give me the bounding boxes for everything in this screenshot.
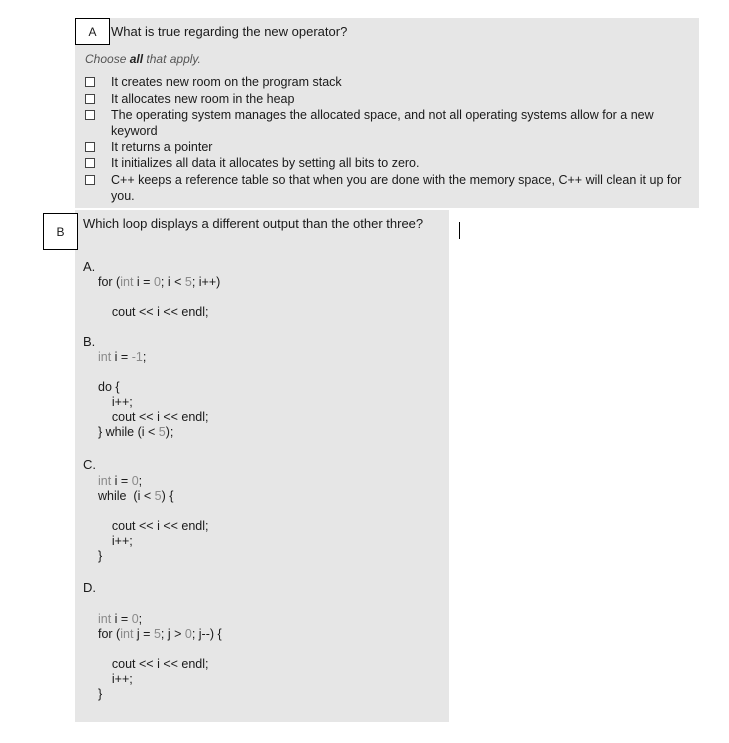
option-2-label: It allocates new room in the heap: [111, 92, 295, 106]
choice-c-code: int i = 0; while (i < 5) { cout << i << endl; i++; }: [98, 474, 209, 563]
option-5-label: It initializes all data it allocates by setting all bits to zero.: [111, 156, 420, 170]
question-b-text: Which loop displays a different output than the other three?: [83, 216, 424, 231]
option-1-label: It creates new room on the program stack: [111, 75, 342, 89]
option-4-checkbox[interactable]: [85, 142, 95, 152]
option-6-label: C++ keeps a reference table so that when you are done with the memory space, C++ will clean it up for you.: [111, 173, 682, 203]
choice-a-letter: A.: [83, 259, 96, 274]
choice-a-code: for (int i = 0; i < 5; i++) cout << i << endl;: [98, 275, 221, 319]
question-a-label: A: [75, 18, 110, 45]
option-3-checkbox[interactable]: [85, 110, 95, 120]
choice-d-code: int i = 0; for (int j = 5; j > 0; j--) { cout << i << endl; i++; }: [98, 612, 222, 701]
question-b-label: B: [43, 213, 78, 250]
option-6-checkbox[interactable]: [85, 175, 95, 185]
text-cursor: [459, 222, 460, 239]
option-5-checkbox[interactable]: [85, 158, 95, 168]
choice-d-letter: D.: [83, 580, 96, 595]
question-a-text: What is true regarding the new operator?: [111, 24, 348, 39]
option-2-checkbox[interactable]: [85, 94, 95, 104]
option-4-label: It returns a pointer: [111, 140, 213, 154]
choice-c-letter: C.: [83, 457, 96, 472]
choice-b-letter: B.: [83, 334, 96, 349]
choice-b-code: int i = -1; do { i++; cout << i << endl; } while (i < 5);: [98, 350, 209, 439]
option-1-checkbox[interactable]: [85, 77, 95, 87]
question-a-hint: Choose all that apply.: [85, 52, 201, 66]
option-3-label: The operating system manages the allocated space, and not all operating systems allow for a new keyword: [111, 108, 654, 138]
